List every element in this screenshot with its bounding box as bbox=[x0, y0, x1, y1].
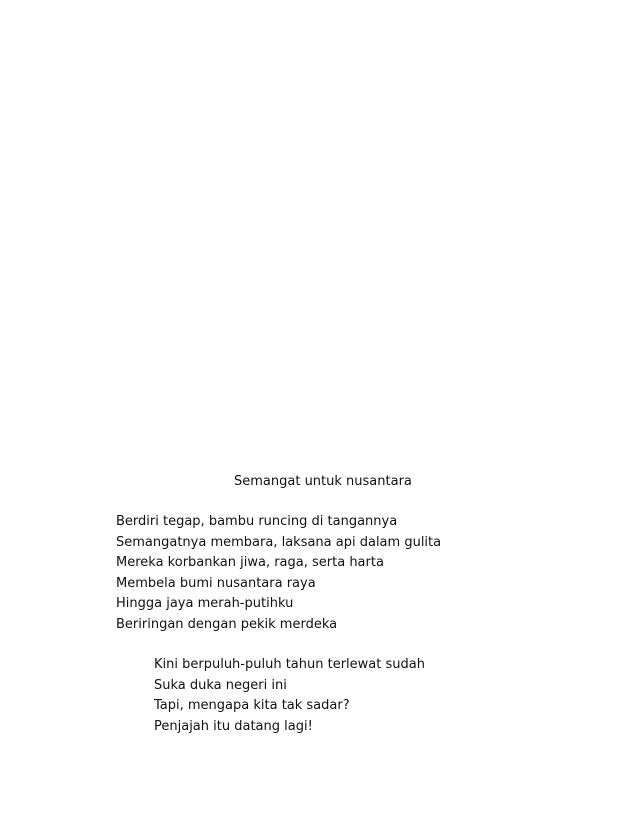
poem-title: Semangat untuk nusantara bbox=[234, 474, 412, 489]
poem-line: Semangatnya membara, laksana api dalam gulita bbox=[116, 534, 442, 550]
poem-line: Berdiri tegap, bambu runcing di tangannya bbox=[116, 514, 398, 529]
poem-line: Suka duka negeri ini bbox=[154, 677, 287, 693]
poem-line: Mereka korbankan jiwa, raga, serta harta bbox=[116, 555, 384, 570]
stanza-1 bbox=[116, 512, 441, 635]
poem-line: Membela bumi nusantara raya bbox=[116, 575, 316, 591]
poem-line: Kini berpuluh-puluh tahun terlewat sudah bbox=[154, 657, 425, 672]
poem-line: Tapi, mengapa kita tak sadar? bbox=[154, 698, 350, 713]
poem-line: Penjajah itu datang lagi! bbox=[154, 718, 313, 734]
stanza-2 bbox=[154, 655, 425, 737]
poem-line: Beriringan dengan pekik merdeka bbox=[116, 616, 338, 632]
poem-line: Hingga jaya merah-putihku bbox=[116, 596, 294, 611]
